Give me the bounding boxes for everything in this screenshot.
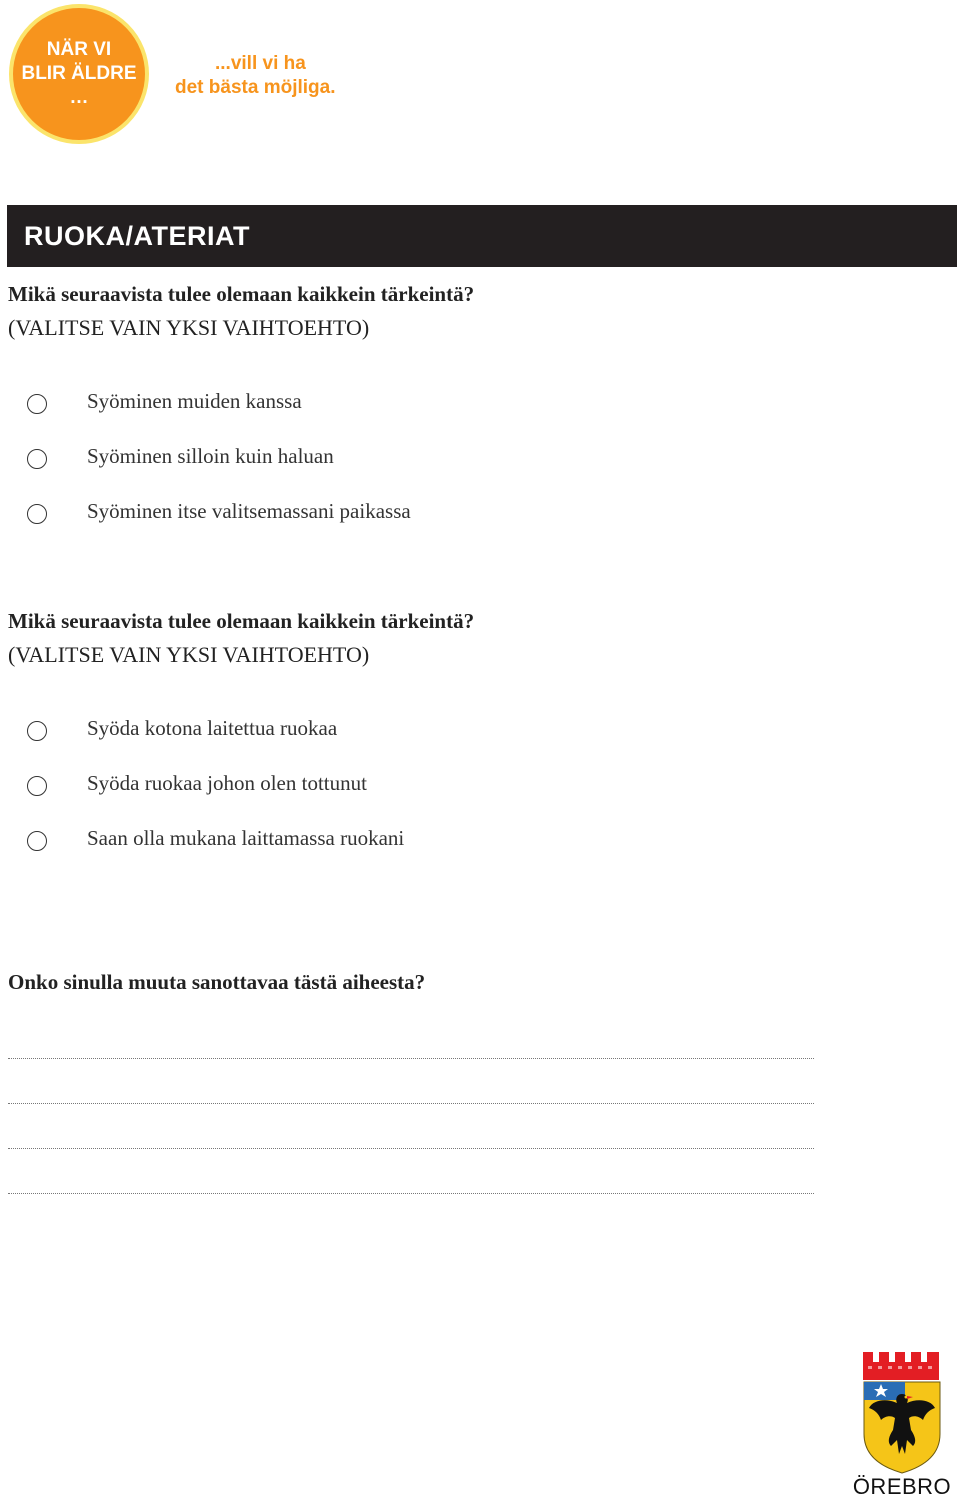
question-1 [8, 278, 474, 344]
radio-button[interactable] [27, 449, 47, 469]
radio-button[interactable] [27, 776, 47, 796]
logo-line-2: BLIR ÄLDRE [21, 63, 137, 84]
logo-badge [9, 4, 149, 144]
option-label: Syöminen muiden kanssa [87, 389, 302, 413]
logo-tagline [175, 52, 335, 100]
option-1-3[interactable] [27, 499, 411, 527]
answer-line-1[interactable] [8, 1058, 814, 1059]
radio-button[interactable] [27, 394, 47, 414]
open-question: Onko sinulla muuta sanottavaa tästä aiheesta? [8, 970, 426, 994]
radio-button[interactable] [27, 831, 47, 851]
orebro-crest-icon [861, 1350, 943, 1475]
option-1-2[interactable] [27, 444, 334, 472]
question-text: Mikä seuraavista tulee olemaan kaikkein tärkeintä? [8, 609, 475, 633]
logo-line-1: NÄR VI [46, 39, 112, 60]
option-2-3[interactable] [27, 826, 405, 854]
answer-line-4[interactable] [8, 1193, 814, 1194]
option-label: Saan olla mukana laittamassa ruokani [87, 826, 405, 850]
tagline-line-2: det bästa möjliga. [175, 77, 336, 98]
option-label: Syöminen itse valitsemassani paikassa [87, 499, 411, 523]
question-text: Mikä seuraavista tulee olemaan kaikkein tärkeintä? [8, 282, 475, 306]
answer-line-2[interactable] [8, 1103, 814, 1104]
tagline-line-1: ...vill vi ha [215, 53, 306, 74]
question-instruction: (VALITSE VAIN YKSI VAIHTOEHTO) [8, 642, 370, 667]
question-2 [8, 605, 474, 671]
radio-button[interactable] [27, 721, 47, 741]
section-title: RUOKA/ATERIAT [24, 220, 250, 251]
option-label: Syöminen silloin kuin haluan [87, 444, 334, 468]
answer-line-3[interactable] [8, 1148, 814, 1149]
option-1-1[interactable] [27, 389, 302, 417]
option-label: Syöda ruokaa johon olen tottunut [87, 771, 367, 795]
option-2-2[interactable] [27, 771, 367, 799]
question-instruction: (VALITSE VAIN YKSI VAIHTOEHTO) [8, 315, 370, 340]
logo-line-3: … [69, 87, 89, 108]
radio-button[interactable] [27, 504, 47, 524]
crest-label: ÖREBRO [852, 1474, 952, 1499]
option-2-1[interactable] [27, 716, 338, 744]
section-header [7, 205, 957, 267]
option-label: Syöda kotona laitettua ruokaa [87, 716, 338, 740]
